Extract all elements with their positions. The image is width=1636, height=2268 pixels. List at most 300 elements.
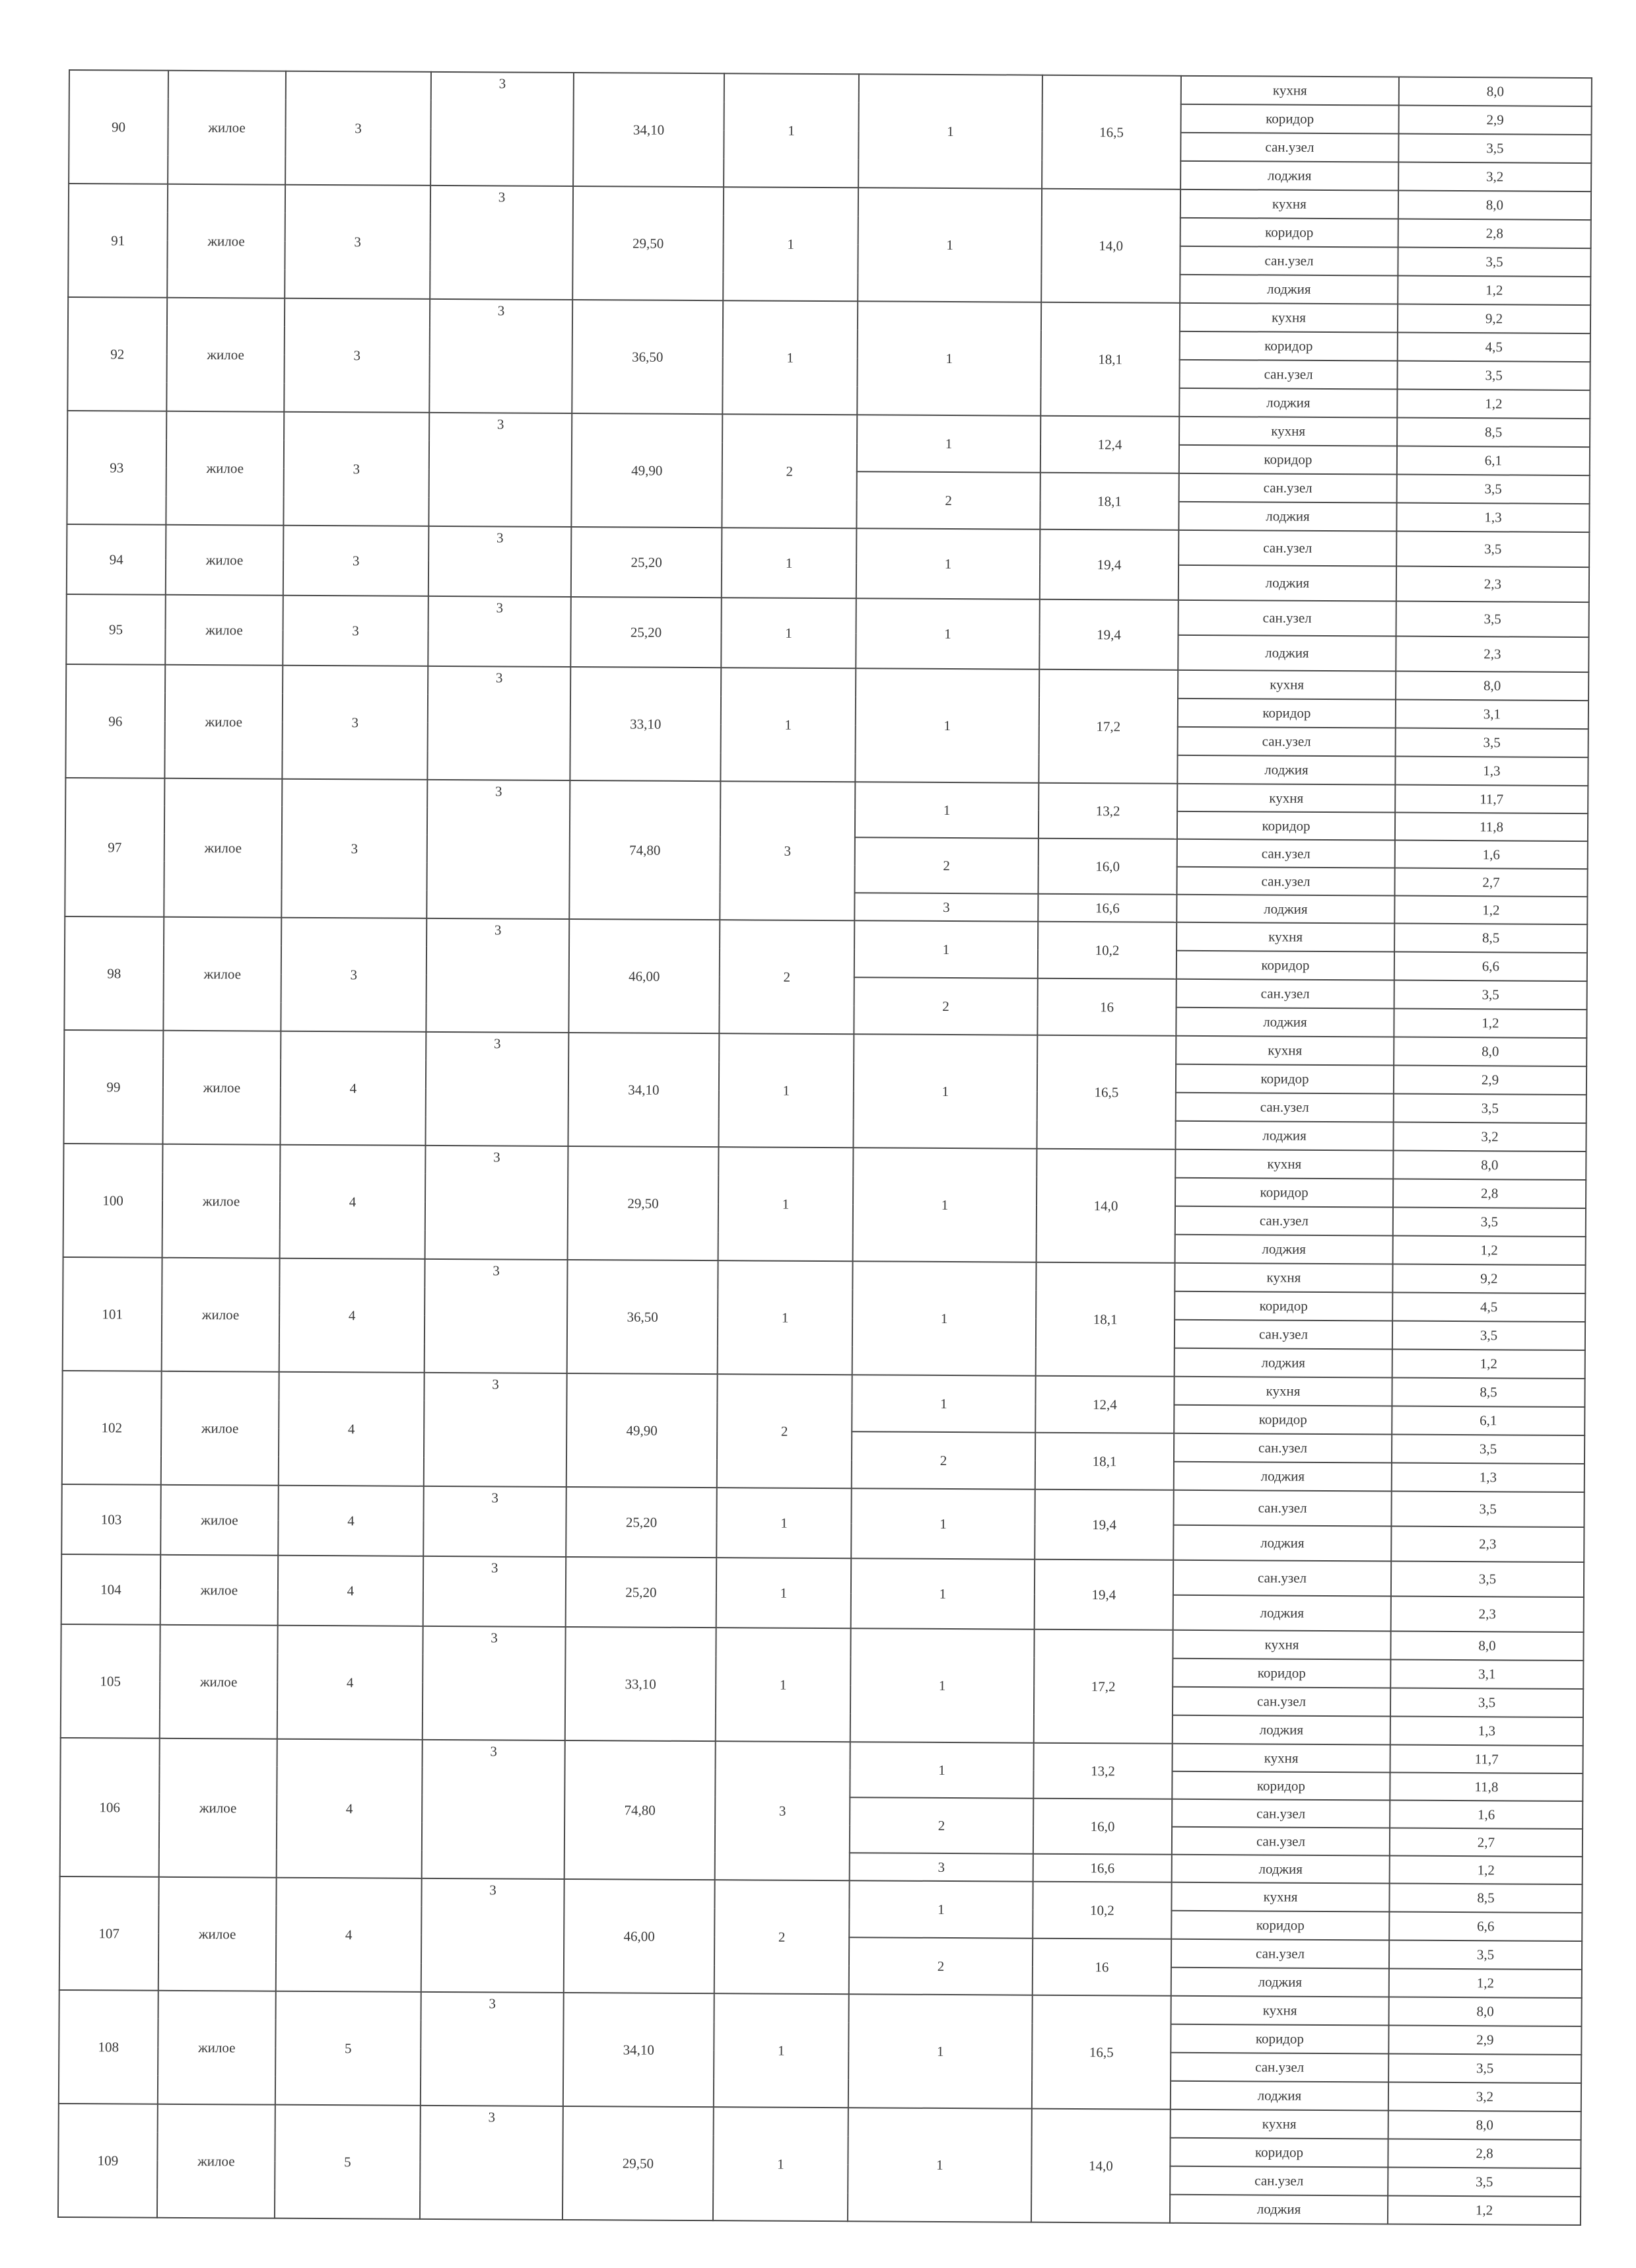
unit-rooms-count: 2 — [722, 414, 857, 528]
aux-room-area: 11,7 — [1395, 785, 1588, 814]
unit-section: 3 — [430, 72, 574, 186]
unit-number: 93 — [67, 411, 166, 525]
room-number: 1 — [858, 188, 1042, 302]
unit-rooms-count: 1 — [718, 1033, 854, 1148]
aux-room-area: 1,3 — [1396, 503, 1589, 533]
unit-rooms-count: 1 — [720, 668, 856, 782]
room-number: 1 — [853, 1034, 1037, 1148]
aux-room-name: сан.узел — [1178, 727, 1396, 757]
aux-room-name: кухня — [1179, 417, 1397, 446]
unit-rooms-count: 1 — [716, 1628, 851, 1742]
unit-floor: 4 — [278, 1486, 424, 1556]
aux-room-name: лоджия — [1178, 635, 1396, 671]
table-row — [61, 1554, 1584, 1597]
apartments-table — [57, 69, 1592, 2226]
room-number: 1 — [853, 1148, 1037, 1262]
aux-room-area: 6,6 — [1394, 952, 1587, 982]
room-number: 1 — [852, 1375, 1035, 1432]
unit-total-area: 29,50 — [562, 2106, 714, 2220]
aux-room-name: сан.узел — [1173, 1560, 1391, 1597]
unit-type: жилое — [158, 1877, 277, 1991]
aux-room-area: 3,5 — [1392, 1435, 1585, 1464]
aux-room-area: 1,6 — [1390, 1801, 1583, 1830]
table-row — [69, 70, 1592, 106]
aux-room-area: 8,5 — [1392, 1378, 1585, 1408]
unit-total-area: 46,00 — [568, 919, 720, 1033]
unit-number: 96 — [65, 664, 165, 778]
aux-room-area: 8,0 — [1398, 191, 1591, 221]
aux-room-area: 4,5 — [1392, 1293, 1585, 1323]
room-area: 12,4 — [1035, 1376, 1174, 1433]
unit-total-area: 34,10 — [573, 73, 724, 187]
aux-room-area: 3,5 — [1394, 1094, 1586, 1124]
unit-rooms-count: 1 — [724, 73, 859, 188]
room-number: 1 — [850, 1628, 1035, 1742]
room-number: 1 — [858, 74, 1042, 188]
aux-room-area: 3,5 — [1391, 1492, 1584, 1528]
aux-room-name: кухня — [1177, 784, 1395, 813]
aux-room-area: 3,5 — [1392, 1321, 1585, 1351]
unit-type: жилое — [166, 411, 284, 526]
aux-room-name: коридор — [1181, 104, 1399, 134]
unit-rooms-count: 1 — [718, 1260, 853, 1375]
aux-room-area: 1,2 — [1393, 1236, 1586, 1266]
aux-room-area: 1,2 — [1397, 390, 1590, 419]
unit-total-area: 33,10 — [570, 667, 721, 781]
room-area: 16,0 — [1033, 1799, 1172, 1855]
aux-room-name: коридор — [1171, 1911, 1389, 1941]
aux-room-name: сан.узел — [1176, 1093, 1394, 1122]
aux-room-name: лоджия — [1176, 1008, 1394, 1037]
aux-room-name: кухня — [1178, 670, 1396, 700]
unit-number: 94 — [67, 524, 166, 595]
aux-room-area: 3,5 — [1394, 980, 1587, 1010]
room-area: 18,1 — [1035, 1433, 1174, 1490]
unit-total-area: 46,00 — [564, 1879, 715, 1993]
aux-room-area: 1,3 — [1390, 1717, 1583, 1746]
aux-room-area: 6,1 — [1392, 1406, 1585, 1436]
unit-total-area: 25,20 — [566, 1557, 717, 1628]
aux-room-area: 1,2 — [1394, 1009, 1586, 1039]
aux-room-area: 1,2 — [1389, 1969, 1582, 1999]
aux-room-area: 2,7 — [1394, 868, 1587, 897]
unit-section: 3 — [426, 918, 569, 1033]
aux-room-area: 3,5 — [1397, 475, 1590, 504]
aux-room-name: кухня — [1180, 189, 1398, 219]
unit-type: жилое — [158, 1991, 276, 2105]
unit-rooms-count: 2 — [714, 1880, 850, 1994]
unit-type: жилое — [159, 1738, 277, 1878]
room-number: 1 — [857, 415, 1040, 472]
unit-rooms-count: 2 — [719, 920, 854, 1034]
room-area: 13,2 — [1033, 1743, 1172, 1799]
unit-floor: 3 — [283, 596, 428, 666]
unit-floor: 3 — [283, 412, 429, 526]
unit-rooms-count: 1 — [716, 1488, 852, 1558]
unit-section: 3 — [428, 526, 572, 597]
aux-room-name: коридор — [1176, 951, 1394, 980]
unit-floor: 5 — [275, 2105, 421, 2219]
unit-floor: 4 — [277, 1739, 423, 1878]
unit-section: 3 — [424, 1373, 567, 1487]
unit-type: жилое — [164, 778, 282, 918]
aux-room-name: кухня — [1181, 76, 1399, 106]
aux-room-name: лоджия — [1171, 2081, 1388, 2111]
aux-room-name: сан.узел — [1171, 1939, 1389, 1969]
unit-floor: 4 — [279, 1258, 425, 1373]
unit-floor: 4 — [279, 1372, 425, 1486]
unit-type: жилое — [160, 1485, 279, 1556]
aux-room-area: 4,5 — [1398, 333, 1590, 362]
aux-room-area: 1,2 — [1394, 896, 1587, 925]
unit-number: 99 — [63, 1030, 163, 1144]
aux-room-area: 2,8 — [1393, 1179, 1586, 1209]
unit-type: жилое — [166, 298, 285, 412]
aux-room-area: 3,1 — [1390, 1660, 1583, 1690]
room-area: 14,0 — [1037, 1149, 1176, 1263]
aux-room-name: коридор — [1171, 2024, 1388, 2054]
aux-room-name: кухня — [1171, 1882, 1389, 1912]
unit-section: 3 — [428, 596, 571, 667]
aux-room-area: 8,5 — [1394, 924, 1587, 953]
aux-room-area: 1,2 — [1392, 1350, 1585, 1379]
aux-room-name: сан.узел — [1178, 530, 1396, 567]
unit-rooms-count: 1 — [718, 1147, 854, 1261]
unit-section: 3 — [423, 1556, 566, 1627]
unit-floor: 3 — [281, 779, 427, 918]
room-area: 18,1 — [1040, 473, 1178, 530]
room-number: 1 — [856, 598, 1040, 669]
room-number: 2 — [856, 471, 1040, 529]
aux-room-area: 3,5 — [1391, 1562, 1584, 1598]
room-number: 1 — [852, 1261, 1037, 1375]
room-area: 10,2 — [1033, 1882, 1171, 1939]
aux-room-name: сан.узел — [1179, 360, 1397, 390]
unit-section: 3 — [423, 1626, 566, 1740]
aux-room-area: 3,5 — [1388, 2168, 1581, 2197]
unit-total-area: 25,20 — [571, 527, 722, 598]
aux-room-name: коридор — [1180, 218, 1398, 248]
aux-room-area: 3,5 — [1389, 1941, 1582, 1970]
room-area: 17,2 — [1039, 670, 1178, 784]
unit-type: жилое — [166, 525, 284, 596]
room-number: 2 — [854, 837, 1038, 893]
unit-rooms-count: 1 — [722, 300, 858, 415]
aux-room-area: 3,1 — [1396, 700, 1588, 730]
room-number: 1 — [857, 301, 1041, 415]
room-area: 19,4 — [1035, 1560, 1174, 1630]
aux-room-name: коридор — [1180, 331, 1398, 361]
aux-room-area: 6,1 — [1397, 446, 1590, 476]
unit-total-area: 49,90 — [571, 413, 722, 528]
aux-room-area: 3,2 — [1393, 1122, 1586, 1152]
aux-room-name: лоджия — [1172, 1855, 1390, 1884]
aux-room-name: кухня — [1173, 1744, 1390, 1773]
unit-floor: 4 — [280, 1031, 426, 1146]
unit-floor: 3 — [281, 918, 426, 1032]
room-area: 16,5 — [1042, 75, 1181, 189]
unit-rooms-count: 2 — [717, 1374, 852, 1488]
unit-rooms-count: 1 — [721, 598, 856, 668]
aux-room-area: 2,3 — [1396, 567, 1589, 603]
aux-room-area: 8,0 — [1390, 1632, 1583, 1661]
unit-total-area: 34,10 — [563, 1993, 714, 2107]
unit-total-area: 25,20 — [570, 597, 722, 668]
unit-floor: 3 — [284, 298, 430, 413]
room-number: 1 — [855, 668, 1039, 782]
unit-number: 101 — [63, 1257, 162, 1371]
room-number: 1 — [849, 1880, 1033, 1938]
aux-room-name: лоджия — [1173, 1715, 1390, 1745]
unit-section: 3 — [425, 1032, 568, 1146]
unit-section: 3 — [428, 413, 572, 527]
room-area: 16 — [1037, 979, 1176, 1036]
unit-total-area: 36,50 — [567, 1260, 718, 1374]
aux-room-area: 3,5 — [1398, 248, 1590, 277]
aux-room-name: сан.узел — [1176, 867, 1394, 896]
unit-total-area: 25,20 — [566, 1487, 717, 1558]
aux-room-name: лоджия — [1178, 565, 1396, 601]
aux-room-area: 3,5 — [1390, 1688, 1583, 1718]
aux-room-name: кухня — [1171, 2110, 1388, 2139]
unit-type: жилое — [160, 1625, 278, 1739]
aux-room-area: 3,5 — [1396, 728, 1588, 758]
aux-room-area: 9,2 — [1398, 304, 1590, 334]
aux-room-name: кухня — [1175, 1150, 1393, 1179]
unit-section: 3 — [430, 186, 573, 300]
unit-floor: 4 — [276, 1878, 422, 1992]
unit-rooms-count: 1 — [723, 187, 858, 301]
room-area: 17,2 — [1034, 1630, 1173, 1744]
unit-rooms-count: 1 — [722, 528, 857, 598]
aux-room-area: 6,6 — [1389, 1912, 1582, 1942]
aux-room-area: 1,6 — [1395, 841, 1588, 870]
unit-total-area: 29,50 — [572, 186, 724, 300]
unit-type: жилое — [165, 595, 283, 666]
aux-room-area: 11,7 — [1390, 1745, 1583, 1774]
room-area: 13,2 — [1039, 783, 1177, 839]
aux-room-name: кухня — [1176, 1036, 1394, 1066]
room-number: 1 — [850, 1742, 1033, 1798]
unit-floor: 3 — [285, 185, 430, 299]
aux-room-name: сан.узел — [1173, 1687, 1390, 1717]
room-number: 3 — [854, 893, 1038, 921]
unit-number: 100 — [63, 1144, 163, 1258]
aux-room-name: коридор — [1175, 1291, 1392, 1321]
aux-room-name: лоджия — [1171, 1968, 1389, 1997]
aux-room-name: коридор — [1170, 2138, 1388, 2168]
unit-floor: 5 — [275, 1991, 421, 2106]
aux-room-area: 9,2 — [1392, 1264, 1585, 1294]
unit-floor: 3 — [282, 666, 428, 780]
room-area: 16,5 — [1037, 1035, 1176, 1150]
aux-room-name: сан.узел — [1172, 1827, 1390, 1856]
aux-room-name: сан.узел — [1172, 1799, 1390, 1828]
aux-room-name: кухня — [1174, 1377, 1392, 1406]
aux-room-name: коридор — [1175, 1178, 1393, 1208]
unit-section: 3 — [423, 1486, 566, 1557]
unit-type: жилое — [160, 1555, 279, 1626]
aux-room-area: 8,5 — [1389, 1884, 1582, 1913]
unit-section: 3 — [425, 1146, 568, 1260]
room-number: 1 — [848, 2108, 1032, 2222]
aux-room-area: 8,0 — [1393, 1151, 1586, 1181]
room-area: 14,0 — [1041, 189, 1180, 303]
room-area: 18,1 — [1036, 1262, 1175, 1377]
unit-rooms-count: 1 — [716, 1558, 852, 1628]
aux-room-name: коридор — [1173, 1659, 1390, 1688]
aux-room-name: сан.узел — [1179, 473, 1397, 503]
unit-type: жилое — [167, 184, 285, 298]
aux-room-name: сан.узел — [1176, 979, 1394, 1009]
room-number: 1 — [854, 920, 1038, 978]
room-area: 14,0 — [1031, 2109, 1171, 2223]
unit-number: 97 — [65, 778, 164, 917]
aux-room-name: кухня — [1176, 922, 1394, 952]
aux-room-name: сан.узел — [1175, 1206, 1393, 1236]
aux-room-area: 2,7 — [1390, 1828, 1583, 1857]
aux-room-area: 2,8 — [1398, 219, 1591, 249]
unit-rooms-count: 3 — [720, 781, 855, 920]
aux-room-area: 3,5 — [1388, 2054, 1581, 2084]
aux-room-name: лоджия — [1173, 1595, 1391, 1632]
aux-room-name: сан.узел — [1173, 1490, 1391, 1527]
unit-total-area: 74,80 — [569, 780, 720, 920]
unit-number: 95 — [66, 594, 166, 665]
aux-room-area: 2,9 — [1388, 2026, 1581, 2055]
aux-room-area: 2,9 — [1394, 1066, 1586, 1095]
unit-total-area: 34,10 — [568, 1033, 719, 1147]
aux-room-name: кухня — [1173, 1630, 1390, 1660]
aux-room-name: лоджия — [1180, 161, 1398, 191]
aux-room-area: 1,2 — [1388, 2196, 1581, 2226]
room-number: 2 — [852, 1431, 1035, 1489]
unit-section: 3 — [421, 1992, 564, 2106]
aux-room-name: лоджия — [1176, 895, 1394, 924]
room-number: 1 — [851, 1558, 1035, 1629]
unit-number: 106 — [60, 1738, 160, 1877]
unit-number: 104 — [61, 1554, 161, 1625]
aux-room-area: 3,5 — [1398, 134, 1591, 164]
aux-room-area: 3,5 — [1393, 1208, 1586, 1237]
unit-section: 3 — [425, 1259, 568, 1373]
unit-type: жилое — [164, 665, 283, 779]
aux-room-area: 11,8 — [1390, 1773, 1583, 1802]
aux-room-area: 8,0 — [1396, 671, 1588, 701]
aux-room-area: 2,3 — [1396, 636, 1588, 673]
unit-number: 108 — [59, 1990, 158, 2104]
unit-floor: 3 — [283, 526, 429, 596]
unit-type: жилое — [162, 1031, 281, 1145]
room-number: 2 — [849, 1937, 1033, 1995]
unit-number: 102 — [62, 1371, 162, 1485]
aux-room-area: 2,3 — [1391, 1527, 1584, 1563]
unit-section: 3 — [422, 1740, 565, 1879]
aux-room-name: лоджия — [1175, 1121, 1393, 1151]
room-number: 1 — [855, 782, 1039, 838]
unit-floor: 4 — [280, 1145, 426, 1259]
unit-number: 109 — [58, 2104, 158, 2218]
room-area: 16,5 — [1032, 1995, 1171, 2110]
room-area: 12,4 — [1040, 416, 1179, 473]
aux-room-name: кухня — [1171, 1996, 1389, 2026]
room-number: 1 — [856, 528, 1040, 599]
unit-section: 3 — [427, 666, 570, 780]
aux-room-area: 3,2 — [1398, 162, 1591, 192]
unit-number: 103 — [61, 1484, 161, 1555]
unit-floor: 4 — [278, 1556, 424, 1626]
aux-room-area: 3,2 — [1388, 2082, 1581, 2112]
unit-section: 3 — [420, 2106, 563, 2220]
room-area: 18,1 — [1040, 302, 1180, 417]
aux-room-area: 1,3 — [1395, 757, 1588, 786]
unit-section: 3 — [421, 1878, 564, 1993]
aux-room-area: 2,8 — [1388, 2139, 1581, 2169]
aux-room-area: 8,0 — [1394, 1037, 1586, 1067]
aux-room-name: лоджия — [1175, 1235, 1393, 1264]
aux-room-name: лоджия — [1179, 388, 1397, 418]
unit-number: 92 — [67, 297, 167, 411]
aux-room-name: коридор — [1172, 1771, 1390, 1801]
room-number: 1 — [851, 1488, 1035, 1559]
aux-room-area: 8,0 — [1399, 77, 1592, 107]
room-area: 19,4 — [1040, 530, 1179, 600]
aux-room-name: лоджия — [1175, 1348, 1392, 1378]
room-area: 16,0 — [1038, 839, 1176, 895]
unit-number: 91 — [68, 184, 168, 298]
aux-room-name: лоджия — [1178, 502, 1396, 532]
room-number: 1 — [848, 1994, 1033, 2108]
aux-room-area: 1,2 — [1398, 276, 1590, 306]
unit-type: жилое — [168, 71, 286, 185]
aux-room-name: кухня — [1175, 1263, 1392, 1293]
unit-number: 90 — [69, 70, 168, 184]
aux-room-name: сан.узел — [1174, 1433, 1392, 1463]
unit-number: 107 — [59, 1876, 159, 1991]
unit-type: жилое — [162, 1144, 281, 1258]
unit-total-area: 29,50 — [568, 1146, 719, 1260]
aux-room-area: 3,5 — [1396, 601, 1589, 638]
unit-total-area: 36,50 — [572, 300, 723, 414]
unit-type: жилое — [163, 917, 281, 1031]
aux-room-name: коридор — [1177, 811, 1395, 841]
aux-room-area: 8,5 — [1397, 418, 1590, 448]
unit-rooms-count: 1 — [713, 2107, 848, 2221]
aux-room-name: лоджия — [1170, 2195, 1388, 2224]
aux-room-area: 2,3 — [1391, 1597, 1584, 1633]
aux-room-name: коридор — [1174, 1405, 1392, 1435]
unit-section: 3 — [426, 780, 570, 919]
room-area: 16,6 — [1038, 894, 1176, 922]
aux-room-area: 1,2 — [1390, 1856, 1583, 1885]
aux-room-area: 1,3 — [1392, 1463, 1585, 1493]
aux-room-name: коридор — [1179, 445, 1397, 475]
room-area: 16,6 — [1033, 1854, 1172, 1882]
aux-room-name: сан.узел — [1171, 2053, 1388, 2082]
aux-room-name: лоджия — [1177, 755, 1395, 785]
aux-room-name: сан.узел — [1180, 246, 1398, 276]
room-area: 10,2 — [1038, 922, 1176, 979]
unit-section: 3 — [429, 299, 572, 413]
table-row — [67, 524, 1589, 567]
table-row — [67, 594, 1589, 637]
unit-number: 98 — [64, 916, 164, 1031]
aux-room-area: 3,5 — [1397, 361, 1590, 391]
unit-rooms-count: 3 — [715, 1741, 850, 1880]
unit-total-area: 49,90 — [566, 1373, 718, 1488]
unit-floor: 4 — [277, 1626, 423, 1740]
aux-room-name: коридор — [1176, 1064, 1394, 1094]
